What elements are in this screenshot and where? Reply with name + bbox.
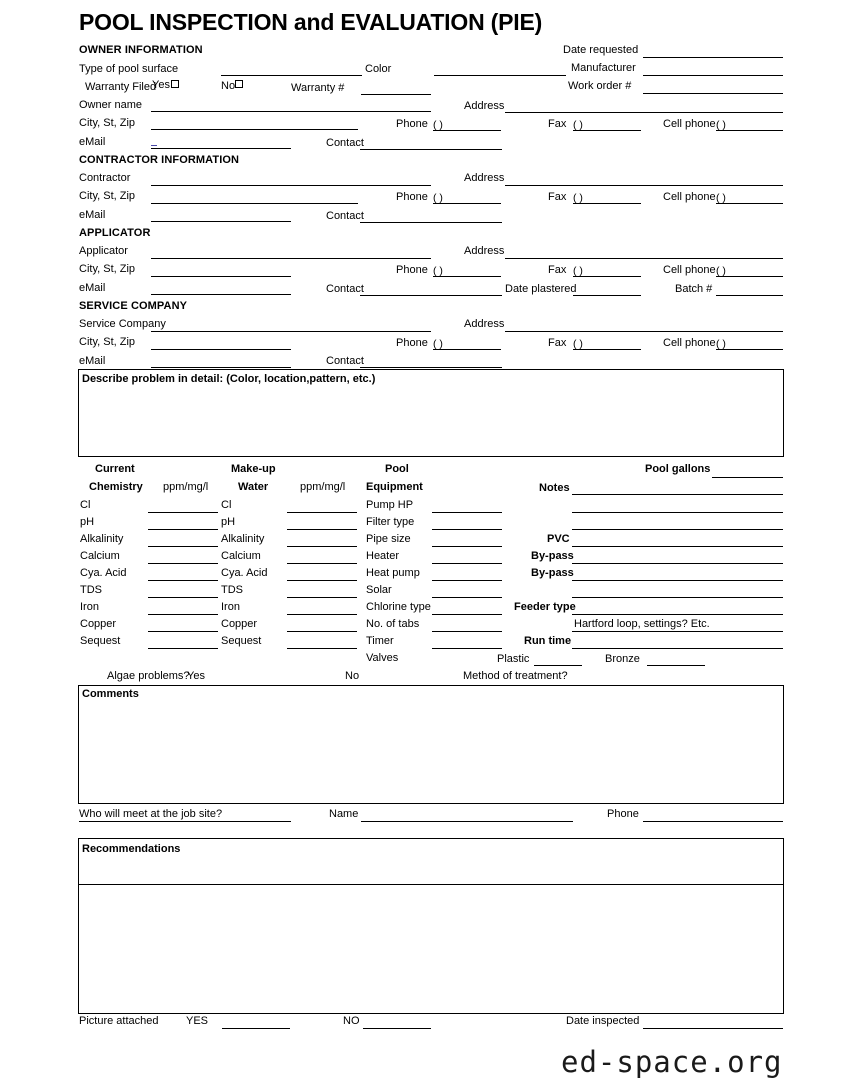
recommendations-divider [78, 884, 784, 885]
field-makeup-calcium[interactable] [287, 563, 357, 564]
field-pump-hp[interactable] [432, 512, 502, 513]
label-work-order: Work order # [568, 80, 632, 92]
field-jobsite-phone[interactable] [643, 821, 783, 822]
header-ppm-mg-l-current: ppm/mg/l [163, 481, 209, 493]
email-link-dash-icon [151, 145, 157, 146]
label-owner-fax-paren: ( ) [573, 119, 583, 131]
field-date-plastered[interactable] [573, 295, 641, 296]
field-date-inspected[interactable] [643, 1028, 783, 1029]
field-notes-3[interactable] [572, 529, 783, 530]
row-label-current-sequest: Sequest [80, 635, 121, 647]
field-owner-cell-phone[interactable] [716, 130, 783, 131]
label-feeder-type: Feeder type [514, 601, 576, 613]
row-label-heat-pump: Heat pump [366, 567, 420, 579]
field-service-company-name[interactable] [151, 331, 431, 332]
label-applicator-contact: Contact [326, 283, 364, 295]
label-applicator-name: Applicator [79, 245, 128, 257]
checkbox-warranty-no[interactable] [235, 80, 243, 88]
field-contractor-email[interactable] [151, 221, 291, 222]
field-current-cya-acid[interactable] [148, 580, 218, 581]
label-owner-phone: Phone [396, 118, 428, 130]
field-contractor-cell-phone[interactable] [716, 203, 783, 204]
label-batch-number: Batch # [675, 283, 713, 295]
field-applicator-name[interactable] [151, 258, 431, 259]
field-applicator-fax[interactable] [573, 276, 641, 277]
label-applicator-city-st-zip: City, St, Zip [79, 263, 136, 275]
row-label-current-tds: TDS [80, 584, 102, 596]
label-type-of-pool-surface: Type of pool surface [79, 63, 179, 75]
field-notes-hartford[interactable] [572, 631, 783, 632]
header-equipment: Equipment [366, 481, 423, 493]
field-applicator-address[interactable] [505, 258, 783, 259]
row-label-timer: Timer [366, 635, 394, 647]
label-owner-fax: Fax [548, 118, 567, 130]
field-service-fax[interactable] [573, 349, 641, 350]
field-makeup-cl[interactable] [287, 512, 357, 513]
label-service-cell-paren: ( ) [716, 338, 726, 350]
row-label-current-ph: pH [80, 516, 95, 528]
row-label-filter-type: Filter type [366, 516, 415, 528]
field-picture-no[interactable] [363, 1028, 431, 1029]
field-pool-gallons[interactable] [712, 477, 783, 478]
field-who-will-meet[interactable] [79, 821, 291, 822]
label-contractor-email: eMail [79, 209, 106, 221]
label-contractor-fax-paren: ( ) [573, 192, 583, 204]
label-service-fax-paren: ( ) [573, 338, 583, 350]
label-applicator-fax-paren: ( ) [573, 265, 583, 277]
label-date-requested: Date requested [563, 44, 639, 56]
field-makeup-copper[interactable] [287, 631, 357, 632]
label-valves-bronze: Bronze [605, 653, 640, 665]
recommendations-label: Recommendations [82, 843, 181, 855]
field-service-phone[interactable] [433, 349, 501, 350]
row-label-makeup-ph: pH [221, 516, 236, 528]
field-service-address[interactable] [505, 331, 783, 332]
field-service-contact[interactable] [360, 367, 502, 368]
field-filter-type[interactable] [432, 529, 502, 530]
page-title: POOL INSPECTION and EVALUATION (PIE) [79, 9, 543, 35]
section-heading-service-company: SERVICE COMPANY [79, 300, 188, 312]
section-heading-applicator: APPLICATOR [79, 227, 151, 239]
field-no-of-tabs[interactable] [432, 631, 502, 632]
label-date-plastered: Date plastered [505, 283, 577, 295]
row-label-pump-hp: Pump HP [366, 499, 414, 511]
comments-label: Comments [82, 688, 139, 700]
header-pool: Pool [385, 463, 409, 475]
row-label-makeup-cya-acid: Cya. Acid [221, 567, 268, 579]
label-service-company-name: Service Company [79, 318, 166, 330]
label-service-cell-phone: Cell phone [663, 337, 716, 349]
field-notes-feeder-type[interactable] [572, 614, 783, 615]
label-applicator-address: Address [464, 245, 505, 257]
row-label-makeup-alkalinity: Alkalinity [221, 533, 265, 545]
field-heater[interactable] [432, 563, 502, 564]
field-manufacturer[interactable] [643, 75, 783, 76]
label-contractor-name: Contractor [79, 172, 131, 184]
field-owner-address[interactable] [505, 112, 783, 113]
header-notes: Notes [539, 482, 570, 494]
field-current-tds[interactable] [148, 597, 218, 598]
label-contractor-contact: Contact [326, 210, 364, 222]
field-timer[interactable] [432, 648, 502, 649]
label-warranty-yes: Yes [152, 79, 170, 91]
label-service-phone: Phone [396, 337, 428, 349]
field-applicator-contact[interactable] [360, 295, 502, 296]
label-jobsite-phone: Phone [607, 808, 639, 820]
field-current-calcium[interactable] [148, 563, 218, 564]
row-label-makeup-iron: Iron [221, 601, 240, 613]
label-hartford-loop: Hartford loop, settings? Etc. [574, 618, 710, 630]
label-contractor-phone-paren: ( ) [433, 192, 443, 204]
field-owner-name[interactable] [151, 111, 431, 112]
label-picture-attached: Picture attached [79, 1015, 159, 1027]
field-contractor-fax[interactable] [573, 203, 641, 204]
label-owner-address: Address [464, 100, 505, 112]
label-method-of-treatment: Method of treatment? [463, 670, 568, 682]
field-notes-1[interactable] [572, 494, 783, 495]
label-color: Color [365, 63, 392, 75]
label-service-phone-paren: ( ) [433, 338, 443, 350]
field-makeup-ph[interactable] [287, 529, 357, 530]
label-applicator-fax: Fax [548, 264, 567, 276]
label-contractor-fax: Fax [548, 191, 567, 203]
label-service-fax: Fax [548, 337, 567, 349]
field-notes-4[interactable] [572, 597, 783, 598]
row-label-valves: Valves [366, 652, 399, 664]
header-ppm-mg-l-makeup: ppm/mg/l [300, 481, 346, 493]
label-service-contact: Contact [326, 355, 364, 367]
label-warranty-filed: Warranty Filed [85, 81, 157, 93]
field-contractor-contact[interactable] [360, 222, 502, 223]
label-owner-email: eMail [79, 136, 106, 148]
field-batch-number[interactable] [716, 295, 783, 296]
field-makeup-sequest[interactable] [287, 648, 357, 649]
label-service-address: Address [464, 318, 505, 330]
row-label-no-of-tabs: No. of tabs [366, 618, 420, 630]
label-warranty-number: Warranty # [291, 82, 345, 94]
label-owner-name: Owner name [79, 99, 142, 111]
field-current-iron[interactable] [148, 614, 218, 615]
field-applicator-cell-phone[interactable] [716, 276, 783, 277]
label-applicator-phone: Phone [396, 264, 428, 276]
field-contractor-address[interactable] [505, 185, 783, 186]
row-label-pipe-size: Pipe size [366, 533, 411, 545]
field-current-copper[interactable] [148, 631, 218, 632]
label-contractor-city-st-zip: City, St, Zip [79, 190, 136, 202]
field-notes-pvc[interactable] [572, 546, 783, 547]
label-algae-no: No [345, 670, 360, 682]
label-owner-city-st-zip: City, St, Zip [79, 117, 136, 129]
field-applicator-city-st-zip[interactable] [151, 276, 291, 277]
field-contractor-name[interactable] [151, 185, 431, 186]
label-owner-cell-paren: ( ) [716, 119, 726, 131]
field-jobsite-name[interactable] [361, 821, 573, 822]
row-label-current-cl: Cl [80, 499, 91, 511]
label-owner-cell-phone: Cell phone [663, 118, 716, 130]
label-who-will-meet: Who will meet at the job site? [79, 808, 223, 820]
field-current-alkalinity[interactable] [148, 546, 218, 547]
row-label-current-calcium: Calcium [80, 550, 120, 562]
field-service-email[interactable] [151, 367, 291, 368]
field-valves-plastic[interactable] [534, 665, 582, 666]
label-applicator-email: eMail [79, 282, 106, 294]
field-owner-phone[interactable] [433, 130, 501, 131]
field-notes-2[interactable] [572, 512, 783, 513]
header-current: Current [95, 463, 135, 475]
label-contractor-phone: Phone [396, 191, 428, 203]
label-service-email: eMail [79, 355, 106, 367]
header-make-up: Make-up [231, 463, 276, 475]
field-current-sequest[interactable] [148, 648, 218, 649]
field-contractor-phone[interactable] [433, 203, 501, 204]
section-heading-contractor: CONTRACTOR INFORMATION [79, 154, 240, 166]
field-owner-email[interactable] [151, 148, 291, 149]
label-manufacturer: Manufacturer [571, 62, 636, 74]
header-chemistry: Chemistry [89, 481, 143, 493]
label-service-city-st-zip: City, St, Zip [79, 336, 136, 348]
label-jobsite-name: Name [329, 808, 359, 820]
field-makeup-cya-acid[interactable] [287, 580, 357, 581]
label-valves-plastic: Plastic [497, 653, 530, 665]
field-work-order[interactable] [643, 93, 783, 94]
field-owner-contact[interactable] [360, 149, 502, 150]
field-type-of-pool-surface[interactable] [221, 75, 362, 76]
label-picture-yes: YES [186, 1015, 209, 1027]
field-valves-bronze[interactable] [647, 665, 705, 666]
field-contractor-city-st-zip[interactable] [151, 203, 358, 204]
field-heat-pump[interactable] [432, 580, 502, 581]
comments-box[interactable] [78, 685, 784, 804]
field-service-cell-phone[interactable] [716, 349, 783, 350]
section-heading-owner: OWNER INFORMATION [79, 44, 203, 56]
field-owner-fax[interactable] [573, 130, 641, 131]
field-date-requested[interactable] [643, 57, 783, 58]
label-picture-no: NO [343, 1015, 360, 1027]
recommendations-box[interactable] [78, 838, 784, 1014]
field-makeup-iron[interactable] [287, 614, 357, 615]
field-service-city-st-zip[interactable] [151, 349, 291, 350]
header-water: Water [238, 481, 269, 493]
label-by-pass-1: By-pass [531, 550, 574, 562]
row-label-current-copper: Copper [80, 618, 117, 630]
field-pipe-size[interactable] [432, 546, 502, 547]
label-contractor-cell-phone: Cell phone [663, 191, 716, 203]
row-label-makeup-sequest: Sequest [221, 635, 262, 647]
label-by-pass-2: By-pass [531, 567, 574, 579]
row-label-current-cya-acid: Cya. Acid [80, 567, 127, 579]
label-algae-problems: Algae problems? [107, 670, 190, 682]
label-algae-yes: Yes [187, 670, 205, 682]
row-label-current-alkalinity: Alkalinity [80, 533, 124, 545]
row-label-current-iron: Iron [80, 601, 99, 613]
label-applicator-phone-paren: ( ) [433, 265, 443, 277]
label-applicator-cell-paren: ( ) [716, 265, 726, 277]
label-owner-phone-paren: ( ) [433, 119, 443, 131]
row-label-makeup-cl: Cl [221, 499, 232, 511]
field-owner-city-st-zip[interactable] [151, 129, 358, 130]
row-label-makeup-calcium: Calcium [221, 550, 261, 562]
row-label-solar: Solar [366, 584, 392, 596]
label-pvc: PVC [547, 533, 570, 545]
label-contractor-cell-paren: ( ) [716, 192, 726, 204]
watermark: ed-space.org [561, 1045, 783, 1079]
field-applicator-email[interactable] [151, 294, 291, 295]
field-makeup-tds[interactable] [287, 597, 357, 598]
label-run-time: Run time [524, 635, 572, 647]
field-warranty-number[interactable] [361, 94, 431, 95]
row-label-makeup-tds: TDS [221, 584, 243, 596]
label-warranty-no: No [221, 80, 236, 92]
label-owner-contact: Contact [326, 137, 364, 149]
header-pool-gallons: Pool gallons [645, 463, 711, 475]
field-chlorine-type[interactable] [432, 614, 502, 615]
field-picture-yes[interactable] [222, 1028, 290, 1029]
row-label-chlorine-type: Chlorine type [366, 601, 431, 613]
field-notes-by-pass-1[interactable] [572, 563, 783, 564]
label-applicator-cell-phone: Cell phone [663, 264, 716, 276]
field-solar[interactable] [432, 597, 502, 598]
field-applicator-phone[interactable] [433, 276, 501, 277]
describe-problem-label: Describe problem in detail: (Color, location,pattern, etc.) [82, 373, 376, 385]
row-label-heater: Heater [366, 550, 400, 562]
label-date-inspected: Date inspected [566, 1015, 640, 1027]
field-current-cl[interactable] [148, 512, 218, 513]
field-makeup-alkalinity[interactable] [287, 546, 357, 547]
checkbox-warranty-yes[interactable] [171, 80, 179, 88]
field-notes-run-time[interactable] [572, 648, 783, 649]
field-color[interactable] [434, 75, 566, 76]
label-contractor-address: Address [464, 172, 505, 184]
field-current-ph[interactable] [148, 529, 218, 530]
row-label-makeup-copper: Copper [221, 618, 258, 630]
field-notes-by-pass-2[interactable] [572, 580, 783, 581]
